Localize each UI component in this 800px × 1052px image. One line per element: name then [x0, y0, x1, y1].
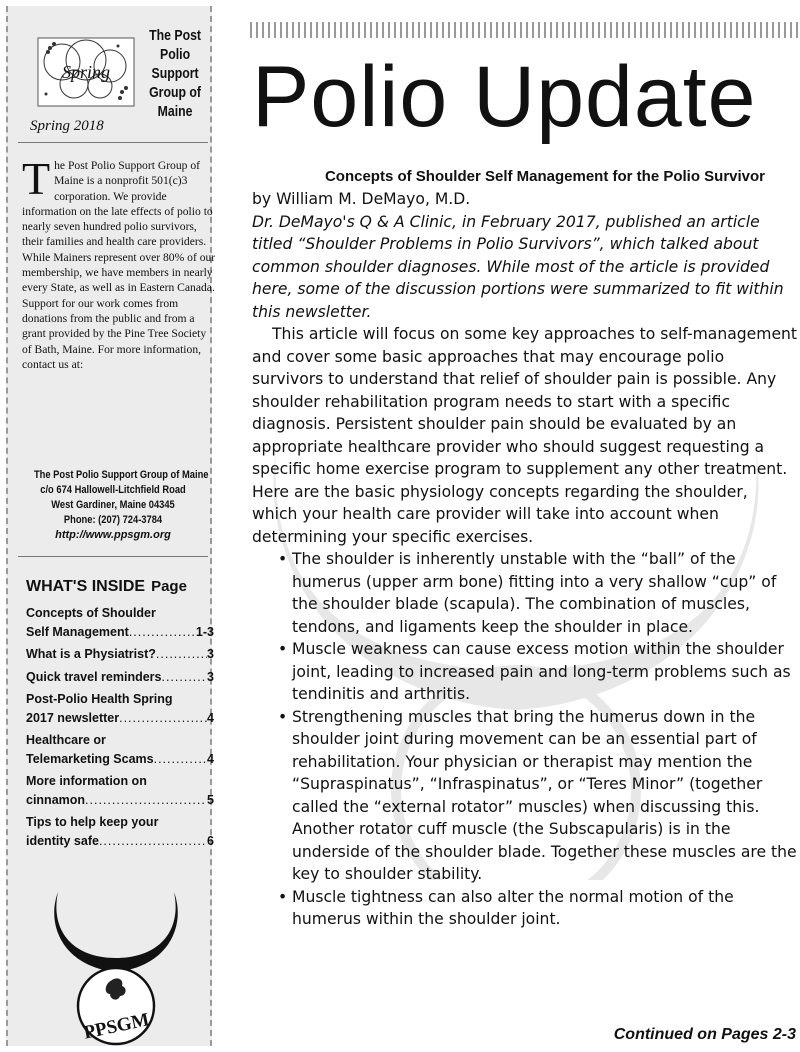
toc-item[interactable]: [26, 604, 214, 641]
bullet-list: [252, 548, 798, 931]
org-name: [148, 26, 202, 121]
bullet-item: • Muscle tightness can also alter the normal motion of the humerus within the shoulder joint.: [252, 886, 798, 931]
toc-item-title: What is a Physiatrist?: [26, 647, 156, 661]
article-intro: Dr. DeMayo's Q & A Clinic, in February 2017, published an article titled “Shoulder Problems in Polio Survivors”, which talked about common shoulder diagnoses. While most of the article is provided here, some of the discussion portions were summarized to fit within this newsletter.: [252, 212, 784, 321]
toc-page: 3: [207, 647, 214, 661]
toc-item-title: cinnamon: [26, 792, 86, 807]
spring-logo: [30, 32, 142, 112]
issue-season: Spring 2018: [30, 118, 104, 134]
drop-cap: T: [22, 153, 51, 204]
toc-page: 4: [207, 710, 214, 725]
toc-item[interactable]: [26, 668, 214, 687]
article-byline: by William M. DeMayo, M.D.: [252, 190, 471, 208]
ppsgm-emblem: [36, 884, 196, 1046]
newsletter-title: Polio Update: [252, 49, 757, 145]
address-org: The Post Polio Support Group of Maine: [33, 469, 209, 481]
crescent-icon: [54, 892, 178, 972]
article-headline: Concepts of Shoulder Self Management for the Polio Survivor: [324, 168, 766, 185]
toc-item-title: Self Management: [26, 624, 129, 639]
toc-item[interactable]: [26, 731, 214, 768]
address-phone: Phone: (207) 724-3784: [63, 514, 163, 526]
continued-note: Continued on Pages 2-3: [613, 1026, 796, 1043]
toc-item-title: Quick travel reminders: [26, 669, 162, 684]
org-name-line: Polio: [160, 46, 191, 63]
divider: [18, 142, 208, 143]
toc-item-title: Healthcare or: [26, 733, 106, 747]
toc-page: 1-3: [195, 624, 214, 639]
logo-text: Spring: [61, 62, 111, 82]
article: [252, 166, 798, 931]
about-paragraph: he Post Polio Support Group of Maine is a nonprofit 501(c)3 corporation. We provide information on the late effects of polio to nearly seven hundred polio survivors, their families and health care providers. While Mainers represent over 80% of our membership, we have members in nearly every State, as well as in Eastern Canada. Support for our work comes from donations from the public and from a grant provided by the Pine Tree Society of Bath, Maine. For more information, contact us at:: [22, 159, 216, 371]
sidebar: [6, 6, 216, 1046]
toc-item-title: Telemarketing Scams: [26, 751, 154, 766]
about-text: [22, 153, 218, 372]
address-city: West Gardiner, Maine 04345: [51, 499, 175, 511]
toc-page: 3: [207, 669, 214, 684]
org-name-line: Support: [151, 65, 199, 82]
toc-item[interactable]: [26, 772, 214, 809]
website-link[interactable]: http://www.ppsgm.org: [55, 529, 171, 541]
whats-inside: [26, 578, 214, 854]
toc-page: 6: [207, 833, 214, 848]
whats-inside-heading: [26, 578, 214, 596]
org-name-line: Group of: [149, 84, 202, 101]
whats-inside-title: WHAT'S INSIDE: [26, 578, 146, 595]
toc-page: 5: [207, 792, 214, 807]
address-street: c/o 674 Hallowell-Litchfield Road: [40, 484, 186, 496]
toc-item[interactable]: [26, 813, 214, 850]
contact-address: [20, 468, 209, 543]
bullet-item: • The shoulder is inherently unstable with the “ball” of the humerus (upper arm bone) fitting into a very shallow “cup” of the shoulder blade (scapula). The combination of muscles, tendons, and ligaments keep the shoulder in place.: [252, 548, 798, 638]
toc-item-title: Tips to help keep your: [26, 815, 159, 829]
toc-item-title: 2017 newsletter: [26, 710, 120, 725]
org-name-line: The Post: [149, 27, 202, 44]
bullet-item: • Strengthening muscles that bring the humerus down in the shoulder joint during movement can be an essential part of rehabilitation. Your physician or therapist may mention the “Supraspinatus”, “Infraspinatus”, or “Teres Minor” (together called the “external rotator” muscles) when discussing this. Another rotator cuff muscle (the Subscapularis) is in the underside of the shoulder blade. Together these muscles are the key to shoulder stability.: [252, 706, 798, 886]
divider: [18, 556, 208, 557]
emblem-text: PPSGM: [81, 1009, 152, 1044]
toc-item-title: More information on: [26, 774, 147, 788]
page-column-label: Page: [151, 578, 187, 595]
article-body: This article will focus on some key approaches to self-management and cover some basic approaches that may encourage polio survivors to understand that relief of shoulder pain is possible. Any shoulder rehabilitation program needs to start with a specific diagnosis. Persistent shoulder pain should be evaluated by an appropriate healthcare provider who should suggest requesting a specific home exercise program to supplement any other treatment. Here are the basic physiology concepts regarding the shoulder, which your health care provider will take into account when determining your specific exercises.: [252, 325, 798, 546]
org-name-line: Maine: [157, 103, 193, 120]
toc-item-title: Post-Polio Health Spring: [26, 692, 173, 706]
masthead-bar: [250, 22, 798, 38]
toc-item-title: Concepts of Shoulder: [26, 606, 156, 620]
toc-item[interactable]: [26, 690, 214, 727]
toc-page: 4: [207, 751, 214, 766]
toc-item-title: identity safe: [26, 833, 99, 848]
bullet-item: • Muscle weakness can cause excess motion within the shoulder joint, leading to increased pain and long-term problems such as tendinitis and arthritis.: [252, 638, 798, 706]
toc-item[interactable]: [26, 645, 214, 664]
